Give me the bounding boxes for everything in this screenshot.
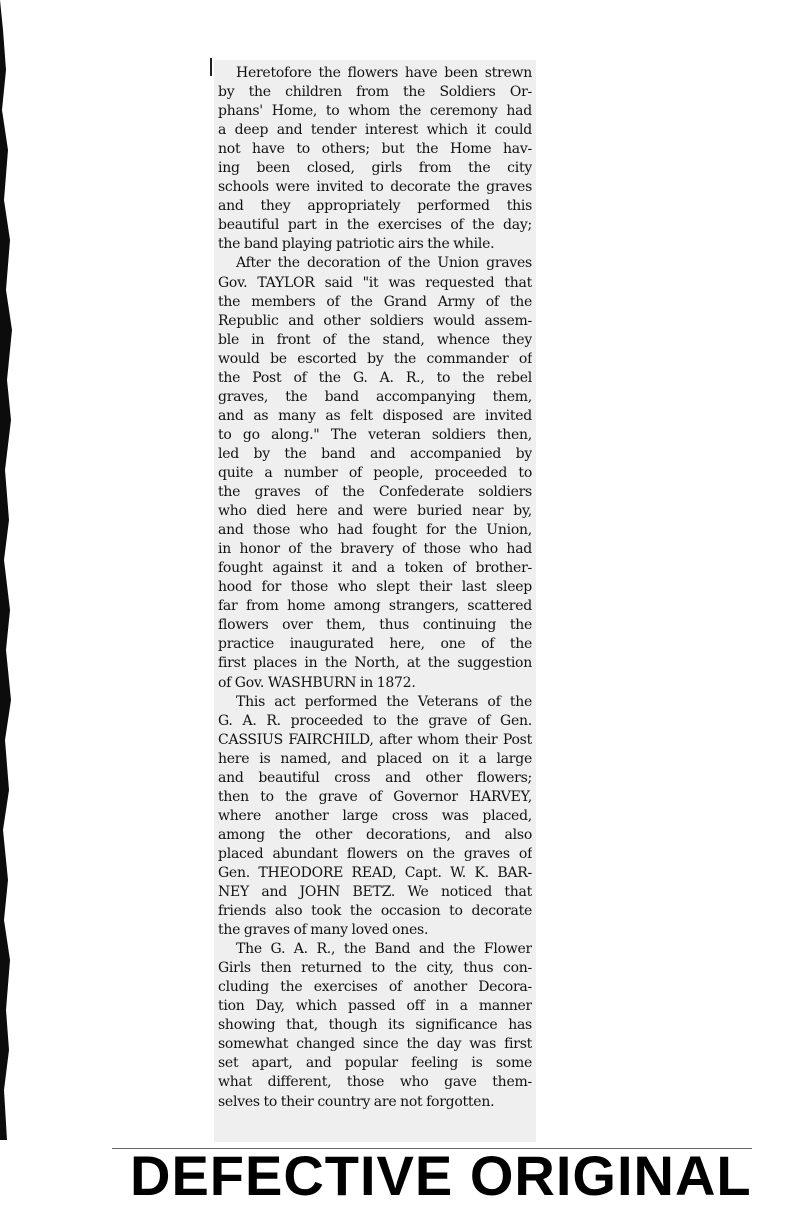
article-line: and as many as felt disposed are invited xyxy=(218,407,532,424)
article-line: in honor of the bravery of those who had xyxy=(218,541,532,558)
article-line: led by the band and accompanied by xyxy=(218,445,532,462)
article-line: the Post of the G. A. R., to the rebel xyxy=(218,369,532,386)
article-line: to go along." The veteran soldiers then, xyxy=(218,426,532,443)
article-line: G. A. R. proceeded to the grave of Gen. xyxy=(218,712,532,729)
article-line: the band playing patriotic airs the while. xyxy=(218,236,495,253)
article-line: ble in front of the stand, whence they xyxy=(218,331,532,348)
torn-edge-shape xyxy=(0,0,14,1140)
article-line: and those who had fought for the Union, xyxy=(218,522,532,539)
article-line: Girls then returned to the city, thus con- xyxy=(218,960,532,977)
article-line: hood for those who slept their last sleep xyxy=(218,579,532,596)
defective-original-stamp xyxy=(112,1140,800,1206)
torn-page-edge xyxy=(0,0,14,1140)
article-line: This act performed the Veterans of the xyxy=(236,693,532,710)
article-line: Gov. TAYLOR said "it was requested that xyxy=(218,274,532,291)
article-line: where another large cross was placed, xyxy=(218,807,532,824)
stamp-text: DEFECTIVE ORIGINAL xyxy=(130,1144,752,1206)
column-rule xyxy=(210,58,212,76)
article-line: then to the grave of Governor HARVEY, xyxy=(218,788,532,805)
article-line: Heretofore the flowers have been strewn xyxy=(236,65,532,81)
article-line: selves to their country are not forgotten. xyxy=(218,1093,495,1110)
article-line: friends also took the occasion to decorate xyxy=(218,903,532,920)
article-line: the members of the Grand Army of the xyxy=(218,293,532,310)
article-line: The G. A. R., the Band and the Flower xyxy=(236,941,532,958)
article-line: far from home among strangers, scattered xyxy=(218,598,532,615)
article-line: practice inaugurated here, one of the xyxy=(218,636,532,653)
article-text xyxy=(218,64,532,1112)
article-line: the graves of many loved ones. xyxy=(218,922,429,939)
article-line: graves, the band accompanying them, xyxy=(218,388,532,405)
article-line: the graves of the Confederate soldiers xyxy=(218,484,532,501)
article-line: and beautiful cross and other flowers; xyxy=(218,769,532,786)
article-line: and they appropriately performed this xyxy=(218,198,532,215)
article-line: first places in the North, at the suggestion xyxy=(218,655,532,672)
article-line: somewhat changed since the day was first xyxy=(218,1036,532,1053)
article-line: After the decoration of the Union graves xyxy=(236,255,532,272)
article-line: here is named, and placed on it a large xyxy=(218,750,532,767)
article-line: Republic and other soldiers would assem- xyxy=(218,312,532,329)
article-paragraph xyxy=(218,940,532,1111)
article-line: would be escorted by the commander of xyxy=(218,350,532,367)
article-line: flowers over them, thus continuing the xyxy=(218,617,532,634)
article-line: placed abundant flowers on the graves of xyxy=(218,845,532,862)
article-line: not have to others; but the Home hav- xyxy=(218,141,532,158)
article-line: tion Day, which passed off in a manner xyxy=(218,998,532,1015)
article-line: ing been closed, girls from the city xyxy=(218,160,532,177)
article-paragraph xyxy=(218,693,532,941)
article-line: schools were invited to decorate the graves xyxy=(218,179,532,196)
article-line: set apart, and popular feeling is some xyxy=(218,1055,532,1072)
article-line: among the other decorations, and also xyxy=(218,826,532,843)
article-paragraph xyxy=(218,64,532,254)
article-line: CASSIUS FAIRCHILD, after whom their Post xyxy=(218,731,532,748)
article-line: NEY and JOHN BETZ. We noticed that xyxy=(218,884,532,901)
article-line: showing that, though its significance has xyxy=(218,1017,532,1034)
article-line: by the children from the Soldiers Or- xyxy=(218,84,532,101)
article-line: of Gov. WASHBURN in 1872. xyxy=(218,674,416,691)
article-line: phans' Home, to whom the ceremony had xyxy=(218,103,532,120)
article-line: quite a number of people, proceeded to xyxy=(218,464,532,481)
article-line: beautiful part in the exercises of the day; xyxy=(218,217,532,234)
article-line: cluding the exercises of another Decora- xyxy=(218,979,532,996)
article-line: who died here and were buried near by, xyxy=(218,503,532,520)
article-line: a deep and tender interest which it could xyxy=(218,122,532,139)
article-line: Gen. THEODORE READ, Capt. W. K. BAR- xyxy=(218,864,532,881)
article-line: fought against it and a token of brother- xyxy=(218,560,532,577)
article-paragraph xyxy=(218,254,532,692)
article-line: what different, those who gave them- xyxy=(218,1074,532,1091)
